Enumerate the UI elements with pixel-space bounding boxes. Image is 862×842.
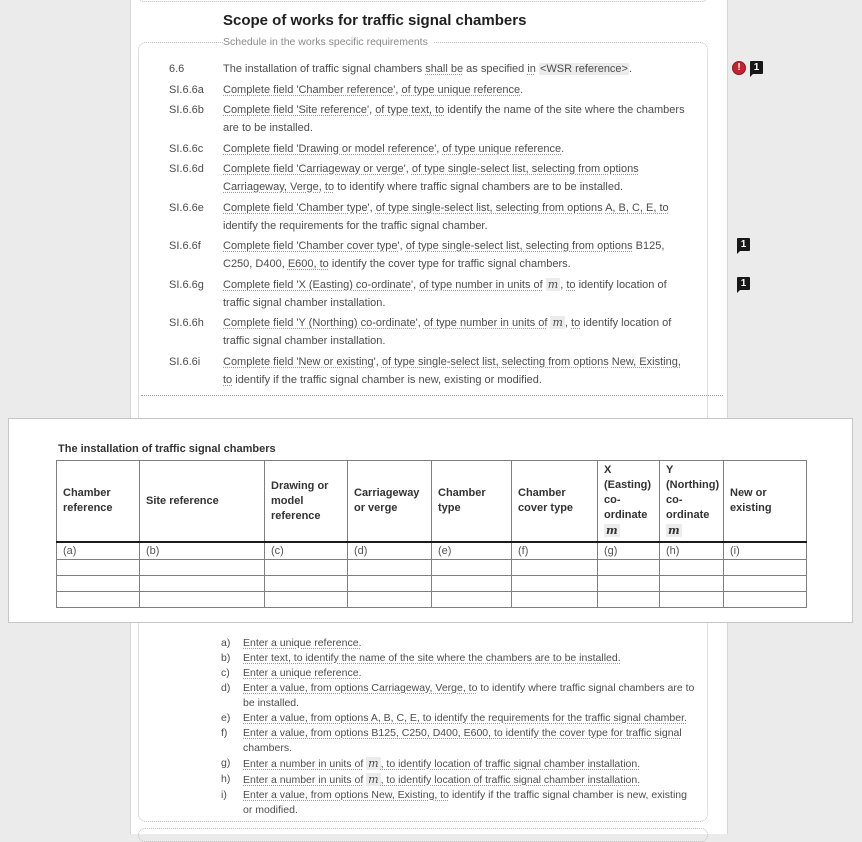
footnote-row bbox=[131, 726, 729, 756]
text-segment: Enter a unique reference. bbox=[243, 667, 362, 679]
table-panel bbox=[8, 418, 853, 623]
unit-metres: m bbox=[368, 757, 379, 770]
requirement-text bbox=[223, 237, 689, 273]
column-header bbox=[598, 461, 660, 543]
table-row bbox=[57, 560, 807, 576]
requirement-number: 6.6 bbox=[169, 63, 185, 75]
requirement-row bbox=[131, 60, 760, 78]
text-segment: , bbox=[405, 163, 412, 175]
text-segment: . bbox=[561, 142, 565, 155]
column-header bbox=[57, 461, 140, 543]
table-row bbox=[57, 592, 807, 608]
text-segment: , bbox=[564, 317, 572, 329]
requirement-number: SI.6.6f bbox=[169, 240, 201, 252]
text-segment: , bbox=[375, 355, 382, 368]
note-badge-icon[interactable]: 1 bbox=[750, 61, 763, 74]
column-letter-cell: (i) bbox=[724, 542, 807, 560]
footnote-row bbox=[131, 636, 729, 651]
requirement-row bbox=[131, 353, 729, 389]
empty-cell[interactable] bbox=[265, 560, 348, 576]
unit-metres: m bbox=[547, 277, 559, 291]
requirement-row bbox=[131, 237, 747, 273]
unit-metres: m bbox=[668, 524, 680, 537]
text-segment: Complete field 'Site reference' bbox=[223, 104, 370, 116]
empty-cell[interactable] bbox=[265, 576, 348, 592]
text-segment: identify location of traffic signal chamber installation. bbox=[223, 317, 672, 347]
text-segment: of type single-select list, selecting from options bbox=[381, 355, 609, 368]
unit-metres: m bbox=[368, 773, 379, 786]
empty-cell[interactable] bbox=[432, 592, 512, 608]
requirement-row bbox=[131, 160, 729, 196]
text-segment: identify if the traffic signal chamber is new, existing or modified. bbox=[243, 789, 687, 816]
text-segment: New, Existing, to bbox=[223, 355, 681, 386]
text-segment: , to identify location of traffic signal chamber installation. bbox=[380, 774, 641, 786]
table-caption: The installation of traffic signal chambers bbox=[58, 443, 276, 455]
footnote-label: b) bbox=[221, 652, 231, 664]
reference-highlight: <WSR reference> bbox=[539, 63, 628, 75]
empty-cell[interactable] bbox=[660, 560, 724, 576]
text-segment: to bbox=[566, 278, 576, 291]
column-letter-cell: (a) bbox=[57, 542, 140, 560]
text-segment: , bbox=[417, 317, 424, 329]
requirement-text bbox=[223, 140, 689, 158]
text-segment: identify the requirements for the traffic signal chamber. bbox=[223, 219, 488, 232]
text-segment: . bbox=[520, 83, 524, 96]
column-header-label: Site reference bbox=[146, 494, 219, 507]
column-header bbox=[348, 461, 432, 543]
footnote-row bbox=[131, 772, 729, 788]
column-header bbox=[724, 461, 807, 543]
footnote-row bbox=[131, 651, 729, 666]
empty-cell[interactable] bbox=[724, 576, 807, 592]
empty-cell[interactable] bbox=[660, 592, 724, 608]
text-segment: Enter a value, from options Carriageway, Verge, to bbox=[243, 682, 478, 694]
column-header-label: Drawing or model reference bbox=[271, 479, 329, 522]
empty-cell[interactable] bbox=[724, 560, 807, 576]
annotation-badges bbox=[732, 61, 763, 75]
text-segment: , bbox=[413, 278, 420, 291]
requirement-row bbox=[131, 314, 729, 350]
column-header-label: Carriageway or verge bbox=[354, 487, 420, 514]
footnote-text bbox=[243, 681, 695, 711]
previous-section-border bbox=[138, 0, 708, 2]
column-letter-cell: (b) bbox=[140, 542, 265, 560]
empty-cell[interactable] bbox=[432, 560, 512, 576]
footnote-row bbox=[131, 681, 729, 711]
text-segment: shall be bbox=[425, 63, 464, 75]
footnote-text bbox=[243, 756, 695, 772]
empty-cell[interactable] bbox=[348, 592, 432, 608]
footnote-row bbox=[131, 756, 729, 772]
text-segment: identify if the traffic signal chamber is new, existing or modified. bbox=[232, 373, 542, 386]
column-letter-cell: (d) bbox=[348, 542, 432, 560]
column-letter-cell: (h) bbox=[660, 542, 724, 560]
empty-cell[interactable] bbox=[348, 576, 432, 592]
requirement-number: SI.6.6c bbox=[169, 142, 204, 155]
text-segment: , to identify location of traffic signal chamber installation. bbox=[380, 758, 641, 770]
requirement-text bbox=[223, 101, 689, 137]
annotation-badges bbox=[737, 238, 750, 251]
empty-cell[interactable] bbox=[265, 592, 348, 608]
text-segment: Complete field 'Chamber cover type' bbox=[223, 240, 400, 252]
footnote-label: i) bbox=[221, 789, 227, 801]
text-segment: to identify where traffic signal chambers are to be installed. bbox=[334, 181, 624, 193]
requirement-text bbox=[223, 353, 689, 389]
footnote-label: d) bbox=[221, 682, 231, 694]
footnote-label: f) bbox=[221, 727, 228, 739]
text-segment: The installation of traffic signal chambers bbox=[223, 63, 426, 75]
text-segment: E600, to bbox=[287, 258, 329, 270]
table-row bbox=[57, 576, 807, 592]
empty-cell[interactable] bbox=[140, 560, 265, 576]
empty-cell[interactable] bbox=[57, 576, 140, 592]
empty-cell[interactable] bbox=[598, 576, 660, 592]
text-segment: Enter a unique reference. bbox=[243, 637, 362, 649]
text-segment: Complete field 'Chamber type' bbox=[223, 201, 370, 214]
text-segment: in bbox=[527, 63, 536, 75]
footnote-label: e) bbox=[221, 712, 231, 724]
text-segment: Complete field 'New or existing' bbox=[223, 355, 376, 368]
next-section-border bbox=[138, 828, 708, 842]
text-segment: as specified bbox=[463, 63, 528, 75]
footnote-text bbox=[243, 651, 695, 666]
text-segment: to bbox=[571, 317, 581, 329]
text-segment: identify the name of the site where the chambers are to be installed. bbox=[223, 104, 685, 134]
empty-cell[interactable] bbox=[57, 592, 140, 608]
requirement-text bbox=[223, 81, 689, 99]
empty-cell[interactable] bbox=[512, 560, 598, 576]
text-segment: of type number in units of bbox=[423, 317, 548, 329]
column-header bbox=[660, 461, 724, 543]
text-segment: of type unique reference bbox=[401, 83, 521, 96]
empty-cell[interactable] bbox=[598, 592, 660, 608]
text-segment: A, B, C, E, to bbox=[605, 201, 669, 214]
requirement-text bbox=[223, 199, 689, 235]
text-segment: Complete field 'Carriageway or verge' bbox=[223, 163, 406, 175]
text-segment: Complete field 'X (Easting) co-ordinate' bbox=[223, 278, 414, 291]
text-segment: , bbox=[399, 240, 406, 252]
footnote-row bbox=[131, 788, 729, 818]
column-header bbox=[265, 461, 348, 543]
footnote-text bbox=[243, 726, 695, 756]
column-header-label: Chamber reference bbox=[63, 487, 113, 514]
text-segment: , bbox=[369, 104, 376, 116]
requirement-text bbox=[223, 314, 689, 350]
requirement-row bbox=[131, 140, 729, 158]
empty-cell[interactable] bbox=[512, 592, 598, 608]
requirement-number: SI.6.6e bbox=[169, 201, 204, 214]
text-segment: , bbox=[395, 83, 402, 96]
text-segment: Enter a value, from options B125, C250, D400, E600, to identify the cover type for traffic signal bbox=[243, 727, 682, 739]
requirement-text bbox=[223, 276, 689, 312]
column-letter-cell: (g) bbox=[598, 542, 660, 560]
text-segment: , bbox=[436, 142, 443, 155]
text-segment: , bbox=[560, 278, 567, 291]
footnote-text bbox=[243, 772, 695, 788]
section-separator bbox=[141, 395, 723, 396]
text-segment: , bbox=[369, 201, 376, 214]
requirement-number: SI.6.6g bbox=[169, 278, 204, 291]
footnote-label: a) bbox=[221, 637, 231, 649]
text-segment: Enter text, to identify the name of the site where the chambers are to be installed. bbox=[243, 652, 621, 664]
empty-cell[interactable] bbox=[512, 576, 598, 592]
footnote-text bbox=[243, 636, 695, 651]
text-segment: Enter a value, from options A, B, C, E, to identify the requirements for the traffic signal chamber. bbox=[243, 712, 687, 724]
column-header-label: Y (Northing) co-ordinate bbox=[666, 464, 720, 521]
error-badge-icon[interactable]: ! bbox=[732, 61, 746, 75]
annotation-badges bbox=[737, 277, 750, 290]
requirement-number: SI.6.6h bbox=[169, 317, 204, 329]
text-segment: Enter a value, from options New, Existing, to bbox=[243, 789, 450, 801]
column-header-label: Chamber cover type bbox=[518, 487, 574, 514]
note-badge-icon[interactable]: 1 bbox=[737, 277, 750, 290]
text-segment: Enter a number in units of bbox=[243, 758, 364, 770]
column-letters-row bbox=[57, 542, 807, 560]
text-segment: of type unique reference bbox=[442, 142, 562, 155]
empty-cell[interactable] bbox=[598, 560, 660, 576]
empty-cell[interactable] bbox=[140, 592, 265, 608]
unit-metres: m bbox=[606, 524, 618, 537]
text-segment: Enter a number in units of bbox=[243, 774, 364, 786]
text-segment: of type single-select list, selecting from options bbox=[405, 240, 633, 252]
empty-cell[interactable] bbox=[724, 592, 807, 608]
column-header-label: Chamber type bbox=[438, 487, 486, 514]
empty-cell[interactable] bbox=[348, 560, 432, 576]
footnotes-list bbox=[131, 636, 729, 818]
requirement-number: SI.6.6b bbox=[169, 104, 204, 116]
requirement-row bbox=[131, 81, 729, 99]
column-letter-cell: (f) bbox=[512, 542, 598, 560]
empty-cell[interactable] bbox=[660, 576, 724, 592]
column-header-label: New or existing bbox=[730, 487, 772, 514]
footnote-text bbox=[243, 666, 695, 681]
text-segment: chambers. bbox=[243, 742, 293, 754]
note-badge-icon[interactable]: 1 bbox=[737, 238, 750, 251]
footnote-row bbox=[131, 711, 729, 726]
column-header bbox=[140, 461, 265, 543]
text-segment: of type text, to bbox=[375, 104, 445, 116]
text-segment: Carriageway, Verge, bbox=[223, 181, 322, 193]
page-title: Scope of works for traffic signal chambers bbox=[223, 12, 527, 29]
requirements-list bbox=[131, 60, 760, 391]
requirement-text bbox=[223, 160, 689, 196]
footnote-label: g) bbox=[221, 757, 231, 769]
requirement-row bbox=[131, 101, 729, 137]
column-letter-cell: (e) bbox=[432, 542, 512, 560]
text-segment: Complete field 'Drawing or model reference' bbox=[223, 142, 437, 155]
requirement-text bbox=[223, 60, 689, 78]
text-segment: of type single-select list, selecting from options bbox=[411, 163, 639, 175]
text-segment: of type single-select list, selecting from options bbox=[375, 201, 603, 214]
requirement-row bbox=[131, 276, 747, 312]
column-header-label: X (Easting) co-ordinate bbox=[604, 464, 652, 521]
text-segment: to bbox=[324, 181, 335, 193]
requirement-number: SI.6.6a bbox=[169, 83, 204, 96]
footnote-row bbox=[131, 666, 729, 681]
footnote-text bbox=[243, 711, 695, 726]
table-header-row bbox=[57, 461, 807, 543]
requirement-row bbox=[131, 199, 729, 235]
column-letter-cell: (c) bbox=[265, 542, 348, 560]
text-segment: of type number in units of bbox=[419, 278, 543, 291]
footnote-text bbox=[243, 788, 695, 818]
footnote-label: c) bbox=[221, 667, 230, 679]
text-segment: . bbox=[628, 63, 633, 75]
fieldset-legend: Schedule in the works specific requirements bbox=[223, 36, 434, 48]
text-segment: Complete field 'Chamber reference' bbox=[223, 83, 396, 96]
empty-cell[interactable] bbox=[432, 576, 512, 592]
footnote-label: h) bbox=[221, 773, 231, 785]
requirement-number: SI.6.6d bbox=[169, 163, 204, 175]
text-segment: B125, C250, D400, bbox=[223, 240, 665, 270]
unit-metres: m bbox=[552, 316, 563, 329]
requirement-number: SI.6.6i bbox=[169, 355, 201, 368]
empty-cell[interactable] bbox=[140, 576, 265, 592]
document-panel bbox=[130, 0, 760, 834]
text-segment: to identify where traffic signal chambers are to be installed. bbox=[243, 682, 695, 709]
column-header bbox=[432, 461, 512, 543]
empty-cell[interactable] bbox=[57, 560, 140, 576]
chambers-table bbox=[56, 460, 807, 608]
text-segment: identify location of traffic signal chamber installation. bbox=[223, 278, 667, 309]
text-segment: identify the cover type for traffic signal chambers. bbox=[328, 258, 571, 270]
column-header bbox=[512, 461, 598, 543]
text-segment: Complete field 'Y (Northing) co-ordinate' bbox=[223, 317, 418, 329]
